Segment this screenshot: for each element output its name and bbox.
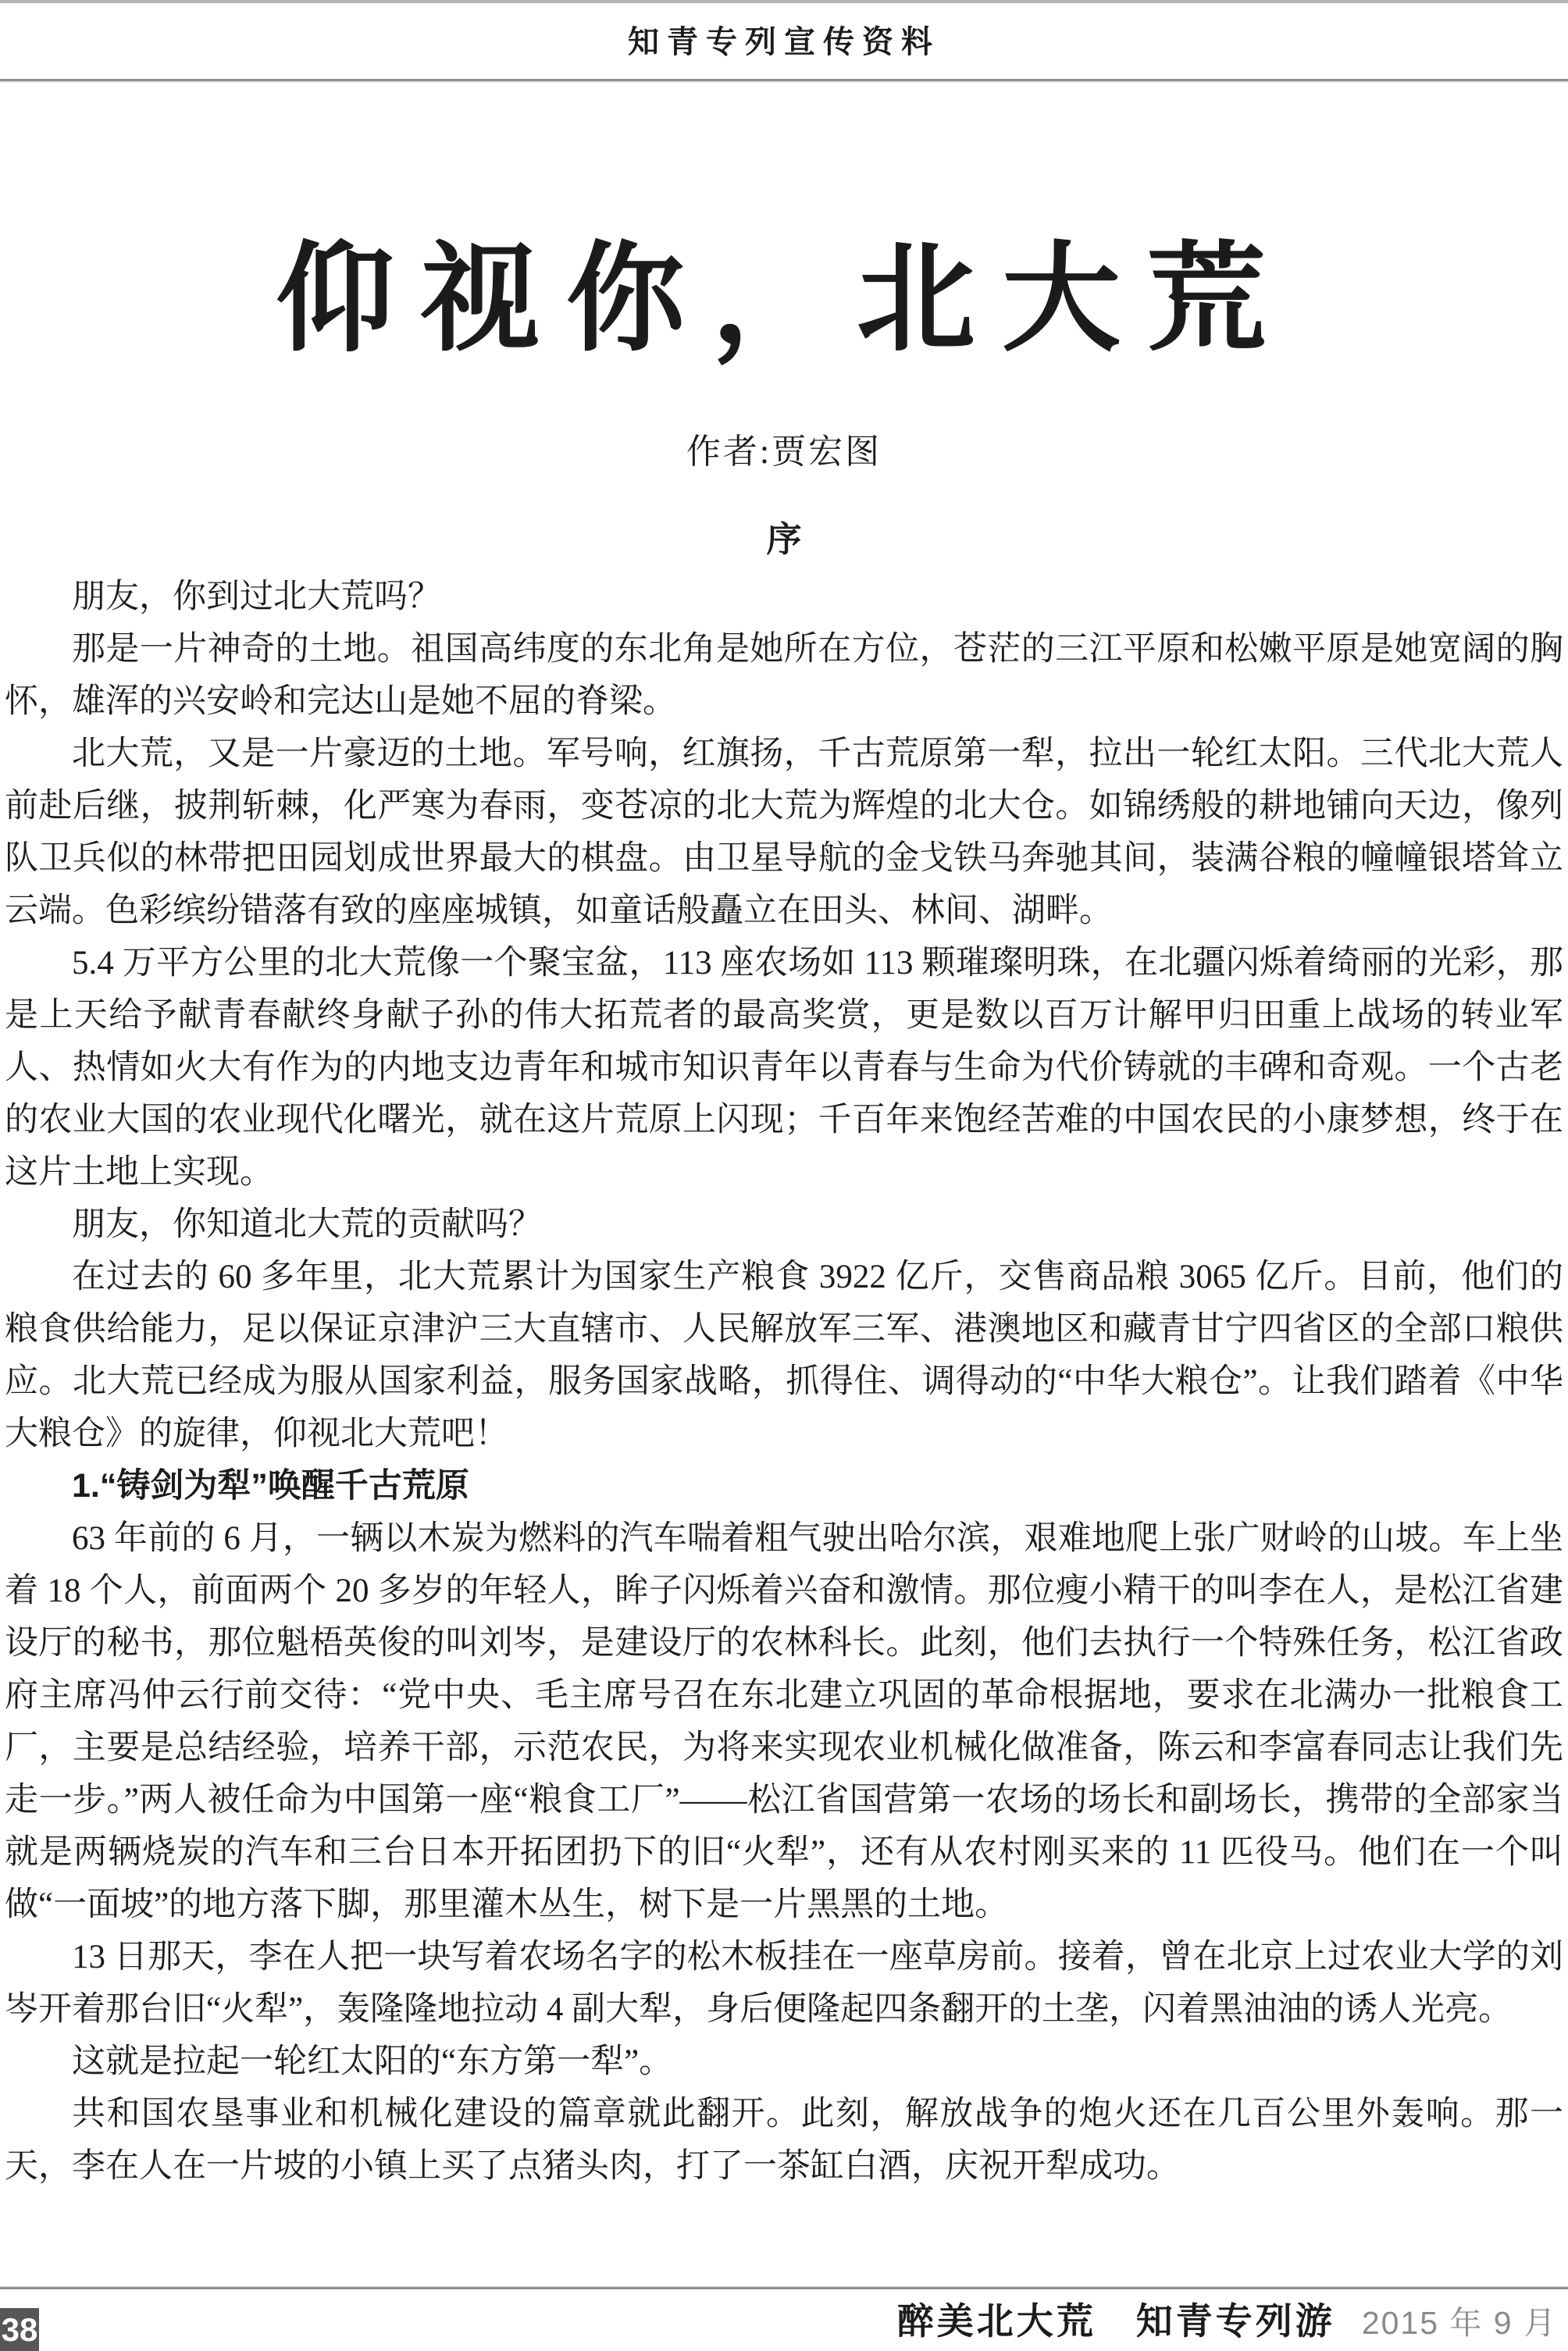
article-body bbox=[0, 571, 1568, 2192]
paragraph: 共和国农垦事业和机械化建设的篇章就此翻开。此刻，解放战争的炮火还在几百公里外轰响。那一天，李在人在一片坡的小镇上买了点猪头肉，打了一茶缸白酒，庆祝开犁成功。 bbox=[5, 2096, 1563, 2185]
paragraph: 朋友，你知道北大荒的贡献吗？ bbox=[72, 1206, 542, 1243]
paragraph: 北大荒，又是一片豪迈的土地。军号响，红旗扬，千古荒原第一犁，拉出一轮红太阳。三代北大荒人前赴后继，披荆斩棘，化严寒为春雨，变苍凉的北大荒为辉煌的北大仓。如锦绣般的耕地铺向天边，像列队卫兵似的林带把田园划成世界最大的棋盘。由卫星导航的金戈铁马奔驰其间，装满谷粮的幢幢银塔耸立云端。色彩缤纷错落有致的座座城镇，如童话般矗立在田头、林间、湖畔。 bbox=[5, 736, 1563, 929]
paragraph: 那是一片神奇的土地。祖国高纬度的东北角是她所在方位，苍茫的三江平原和松嫩平原是她宽阔的胸怀，雄浑的兴安岭和完达山是她不屈的脊梁。 bbox=[5, 631, 1563, 720]
page-number-badge: 38 bbox=[0, 2308, 39, 2351]
page-footer bbox=[0, 2292, 1568, 2351]
paragraph: 13 日那天，李在人把一块写着农场名字的松木板挂在一座草房前。接着，曾在北京上过农业大学的刘岑开着那台旧“火犁”，轰隆隆地拉动 4 副大犁，身后便隆起四条翻开的土垄，闪着黑油油的诱人光亮。 bbox=[5, 1939, 1563, 2028]
footer-right-group bbox=[897, 2292, 1568, 2351]
paragraph: 在过去的 60 多年里，北大荒累计为国家生产粮食 3922 亿斤，交售商品粮 3065 亿斤。目前，他们的粮食供给能力，足以保证京津沪三大直辖市、人民解放军三军、港澳地区和藏青甘宁四省区的全部口粮供应。北大荒已经成为服从国家利益，服务国家战略，抓得住、调得动的“中华大粮仓”。让我们踏着《中华大粮仓》的旋律，仰视北大荒吧！ bbox=[5, 1259, 1563, 1452]
footer-magazine-title: 醉美北大荒 知青专列游 bbox=[896, 2302, 1335, 2342]
footer-divider bbox=[0, 2286, 1568, 2289]
paragraph: 5.4 万平方公里的北大荒像一个聚宝盆，113 座农场如 113 颗璀璨明珠，在北疆闪烁着绮丽的光彩，那是上天给予献青春献终身献子孙的伟大拓荒者的最高奖赏，更是数以百万计解甲归田重上战场的转业军人、热情如火大有作为的内地支边青年和城市知识青年以青春与生命为代价铸就的丰碑和奇观。一个古老的农业大国的农业现代化曙光，就在这片荒原上闪现；千百年来饱经苦难的中国农民的小康梦想，终于在这片土地上实现。 bbox=[5, 945, 1563, 1191]
paragraph: 朋友，你到过北大荒吗？ bbox=[72, 579, 441, 615]
header-divider bbox=[0, 79, 1568, 83]
article-author: 作者:贾宏图 bbox=[686, 433, 882, 471]
footer-issue-date: 2015 年 9 月 bbox=[1361, 2305, 1557, 2341]
scan-top-edge bbox=[0, 0, 1568, 3]
page-header-label: 知青专列宣传资料 bbox=[628, 24, 940, 59]
article-title: 仰视你，北大荒 bbox=[276, 234, 1292, 365]
paragraph: 这就是拉起一轮红太阳的“东方第一犁”。 bbox=[72, 2043, 673, 2080]
paragraph: 63 年前的 6 月，一辆以木炭为燃料的汽车喘着粗气驶出哈尔滨，艰难地爬上张广财岭的山坡。车上坐着 18 个人，前面两个 20 多岁的年轻人，眸子闪烁着兴奋和激情。那位瘦小精干的叫李在人，是松江省建设厅的秘书，那位魁梧英俊的叫刘岑，是建设厅的农林科长。此刻，他们去执行一个特殊任务，松江省政府主席冯仲云行前交待：“党中央、毛主席号召在东北建立巩固的革命根据地，要求在北满办一批粮食工厂，主要是总结经验，培养干部，示范农民，为将来实现农业机械化做准备，陈云和李富春同志让我们先走一步。”两人被任命为中国第一座“粮食工厂”——松江省国营第一农场的场长和副场长，携带的全部家当就是两辆烧炭的汽车和三台日本开拓团扔下的旧“火犁”，还有从农村刚买来的 11 匹役马。他们在一个叫做“一面坡”的地方落下脚，那里灌木丛生，树下是一片黑黑的土地。 bbox=[5, 1520, 1563, 1923]
section-subheading: 1.“铸剑为犁”唤醒千古荒原 bbox=[72, 1467, 469, 1505]
section-heading-preface: 序 bbox=[766, 520, 802, 559]
